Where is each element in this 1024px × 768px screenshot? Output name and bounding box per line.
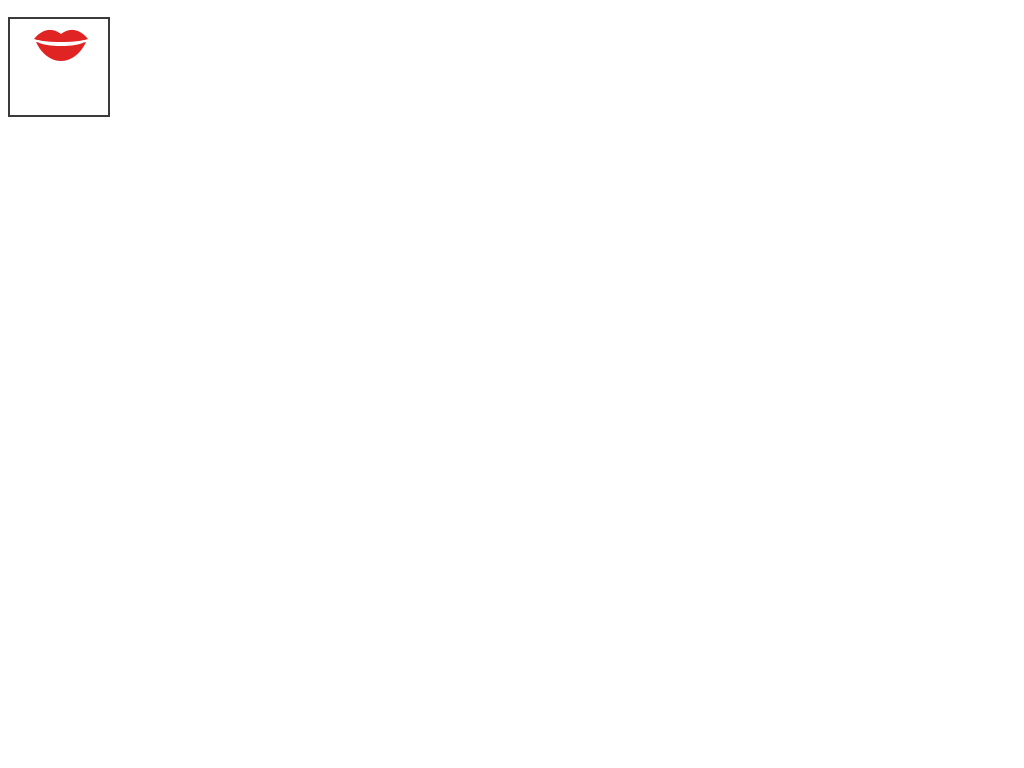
side-accent-bar [40, 117, 64, 697]
top-accent-bar [108, 35, 903, 61]
say-it-right-logo [8, 17, 110, 117]
lips-icon [32, 25, 90, 63]
